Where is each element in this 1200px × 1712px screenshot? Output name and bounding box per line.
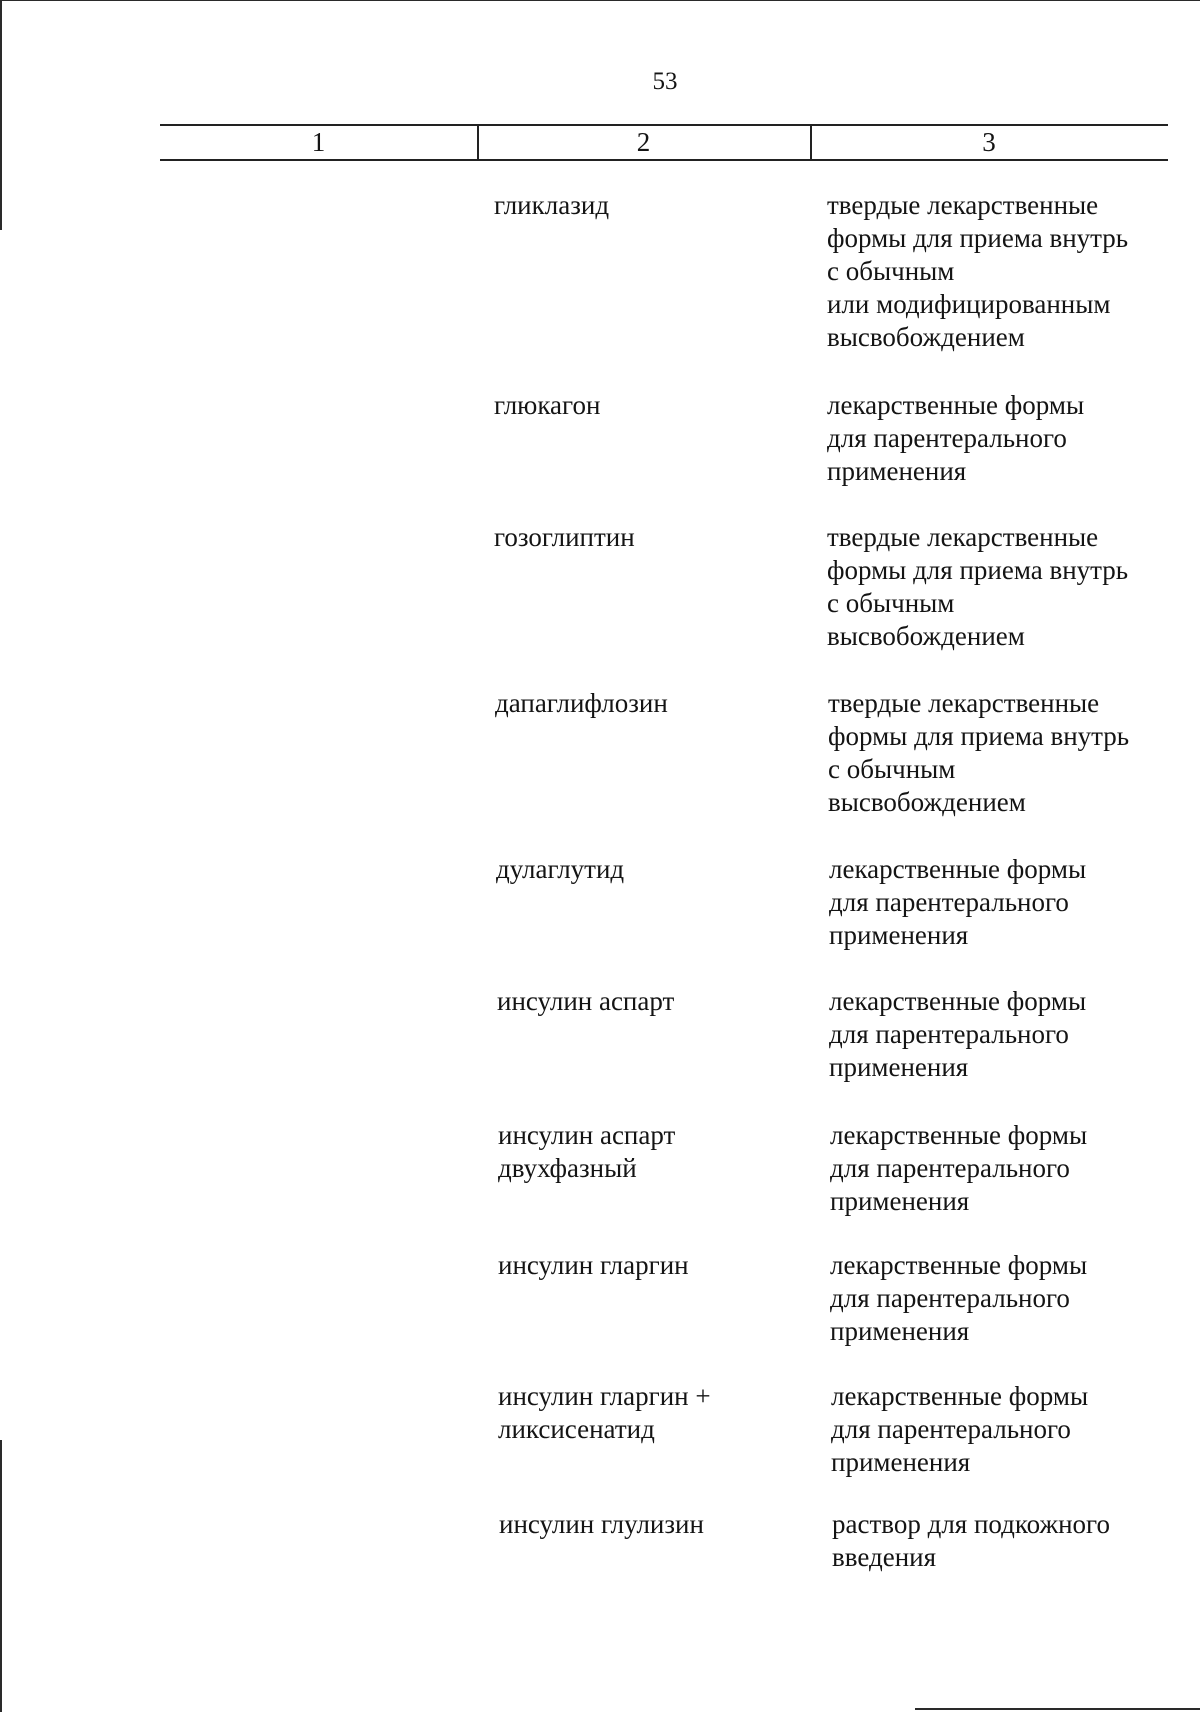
dosage-form-line: применения	[829, 920, 969, 950]
drug-name-line: глюкагон	[494, 390, 601, 420]
dosage-form-line: для парентерального	[829, 1019, 1069, 1049]
dosage-form-line: лекарственные формы	[827, 390, 1085, 420]
dosage-form-line: формы для приема внутрь	[828, 721, 1130, 751]
scan-edge-left-upper	[0, 0, 2, 230]
drug-name-line: ликсисенатид	[498, 1414, 655, 1444]
scan-edge-bottom	[915, 1708, 1200, 1710]
dosage-form-line: для парентерального	[830, 1153, 1070, 1183]
dosage-form-line: формы для приема внутрь	[827, 223, 1129, 253]
header-col-3: 3	[982, 127, 996, 157]
drug-name-line: инсулин гларгин	[498, 1250, 689, 1280]
drug-name-cell	[496, 853, 624, 886]
dosage-form-line: высвобождением	[827, 621, 1025, 651]
dosage-form-cell	[827, 189, 1128, 354]
dosage-form-line: введения	[832, 1542, 937, 1572]
drug-name-cell	[494, 521, 635, 554]
dosage-form-line: лекарственные формы	[831, 1381, 1089, 1411]
dosage-form-line: высвобождением	[828, 787, 1026, 817]
drug-name-line: инсулин гларгин +	[498, 1381, 711, 1411]
drug-name-cell	[498, 1380, 711, 1446]
drug-name-cell	[494, 189, 609, 222]
dosage-form-line: применения	[827, 456, 967, 486]
dosage-form-cell	[828, 687, 1129, 819]
drug-name-line: двухфазный	[498, 1153, 637, 1183]
drug-name-cell	[497, 985, 674, 1018]
drug-name-line: дапаглифлозин	[495, 688, 668, 718]
dosage-form-line: твердые лекарственные	[828, 688, 1100, 718]
dosage-form-cell	[831, 1380, 1088, 1479]
dosage-form-line: применения	[830, 1186, 970, 1216]
drug-name-cell	[498, 1249, 689, 1282]
dosage-form-cell	[827, 521, 1128, 653]
dosage-form-line: применения	[831, 1447, 971, 1477]
dosage-form-cell	[829, 985, 1086, 1084]
dosage-form-cell	[830, 1119, 1087, 1218]
dosage-form-line: раствор для подкожного	[832, 1509, 1110, 1539]
dosage-form-line: с обычным	[828, 754, 956, 784]
dosage-form-cell	[832, 1508, 1110, 1574]
header-col-1: 1	[311, 127, 326, 157]
drug-name-cell	[495, 687, 668, 720]
drug-name-line: гликлазид	[494, 190, 610, 220]
drug-name-line: гозоглиптин	[494, 522, 635, 552]
drug-name-line: инсулин аспарт	[497, 986, 675, 1016]
header-col-2: 2	[636, 127, 651, 157]
dosage-form-cell	[829, 853, 1086, 952]
dosage-form-line: формы для приема внутрь	[827, 555, 1129, 585]
drug-name-cell	[499, 1508, 704, 1541]
dosage-form-line: для парентерального	[831, 1414, 1071, 1444]
dosage-form-line: лекарственные формы	[829, 986, 1087, 1016]
dosage-form-line: твердые лекарственные	[827, 190, 1099, 220]
dosage-form-line: с обычным	[827, 256, 955, 286]
drug-name-line: дулаглутид	[496, 854, 625, 884]
dosage-form-line: применения	[830, 1316, 970, 1346]
dosage-form-line: лекарственные формы	[829, 854, 1087, 884]
page-number: 53	[652, 68, 678, 95]
scan-edge-top	[0, 0, 1200, 1]
drug-name-cell	[494, 389, 600, 422]
dosage-form-cell	[827, 389, 1084, 488]
dosage-form-line: лекарственные формы	[830, 1250, 1088, 1280]
dosage-form-line: для парентерального	[830, 1283, 1070, 1313]
dosage-form-line: твердые лекарственные	[827, 522, 1099, 552]
scan-edge-left-lower	[0, 1440, 2, 1712]
dosage-form-line: применения	[829, 1052, 969, 1082]
dosage-form-line: лекарственные формы	[830, 1120, 1088, 1150]
dosage-form-line: высвобождением	[827, 322, 1025, 352]
drug-name-cell	[498, 1119, 675, 1185]
dosage-form-line: с обычным	[827, 588, 955, 618]
dosage-form-cell	[830, 1249, 1087, 1348]
drug-name-line: инсулин глулизин	[499, 1509, 704, 1539]
dosage-form-line: для парентерального	[829, 887, 1069, 917]
dosage-form-line: для парентерального	[827, 423, 1067, 453]
drug-name-line: инсулин аспарт	[498, 1120, 676, 1150]
header-bottom-rule	[160, 159, 1168, 161]
dosage-form-line: или модифицированным	[827, 289, 1111, 319]
